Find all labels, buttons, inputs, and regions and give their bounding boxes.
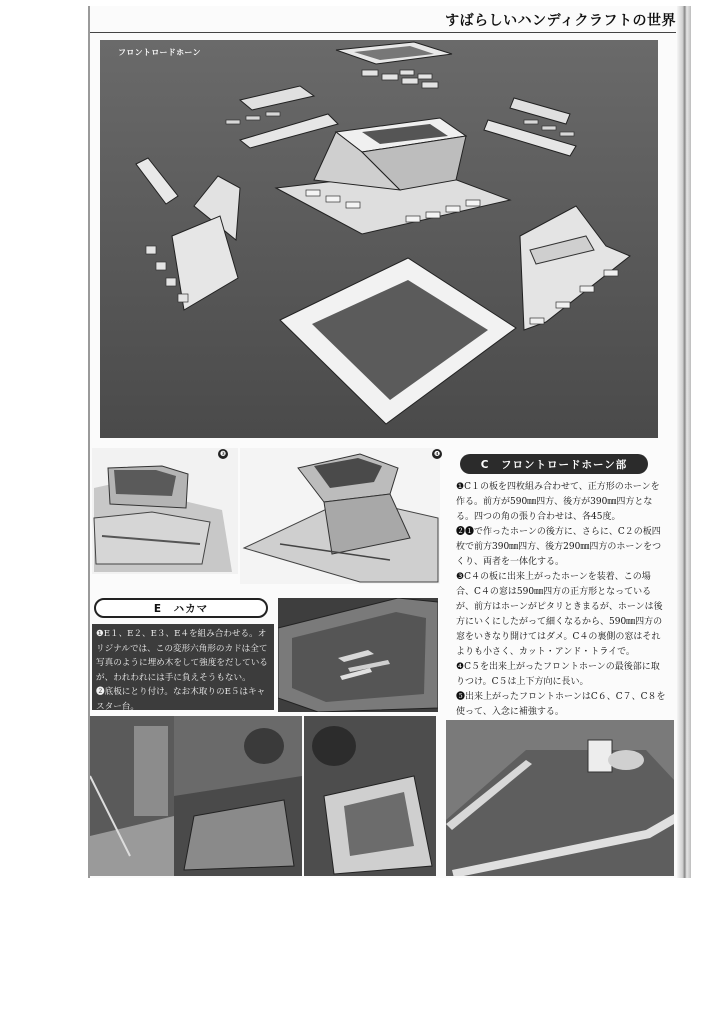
section-c-heading: C フロントロードホーン部 xyxy=(460,454,648,474)
page-binding-edge xyxy=(677,6,691,878)
photo-3-number: ❸ xyxy=(219,450,227,458)
section-e-text xyxy=(92,624,274,710)
section-e-step-1: ❶E１、E２、E３、E４を組み合わせる。オリジナルでは、この変形六角形のカドは全て写真のように埋め木をして強度をだしているが、われわれには手に負えそうもない。 xyxy=(96,629,268,683)
hakama-box-photo xyxy=(278,598,438,712)
exploded-diagram-label: フロントロードホーン xyxy=(118,48,201,57)
header-rule xyxy=(90,32,676,33)
hexagonal-frame-photo xyxy=(446,720,674,876)
section-c-step-5: ❺出来上がったフロントホーンはC６、C７、C８を使って、入念に補強する。 xyxy=(456,692,666,717)
section-c-step-3: ❸C４の板に出来上がったホーンを装着、この場合、C４の窓は590㎜四方の正方形となっているが、前方はホーンがピタリときまるが、ホーンは後方にいくにしたがって細くなるから、590㎜四方の窓をいきなり開けてはダメ。C４の裏側の窓はそれよりも小さく、カット・アンド・トライで。 xyxy=(456,572,663,657)
photo-4-number: ❹ xyxy=(433,450,441,458)
horn-assembly-photo-4 xyxy=(240,448,440,584)
horn-assembly-photo-3 xyxy=(92,448,238,574)
workshop-photo-3 xyxy=(304,716,436,876)
section-e-heading: E ハカマ xyxy=(94,598,268,618)
section-c-step-1: ❶C１の板を四枚組み合わせて、正方形のホーンを作る。前方が590㎜四方、後方が390㎜四方となる。四つの角の張り合わせは、各45度。 xyxy=(456,482,660,522)
workshop-photo-2 xyxy=(174,716,302,876)
page-header-title: すばらしいハンディクラフトの世界 xyxy=(445,13,676,29)
exploded-horn-photo xyxy=(100,40,658,438)
section-e-step-2: ❷底板にとり付け。なお木取りのE５はキャスター台。 xyxy=(96,687,266,712)
workshop-photo-1 xyxy=(90,716,174,876)
section-c-text xyxy=(456,480,666,720)
section-c-step-2: ❷❶で作ったホーンの後方に、さらに、C２の板四枚で前方390㎜四方、後方290㎜四方のホーンをつくり、両者を一体化する。 xyxy=(456,527,662,567)
section-c-step-4: ❹C５を出来上がったフロントホーンの最後部に取りつけ。C５は上下方向に長い。 xyxy=(456,662,660,687)
